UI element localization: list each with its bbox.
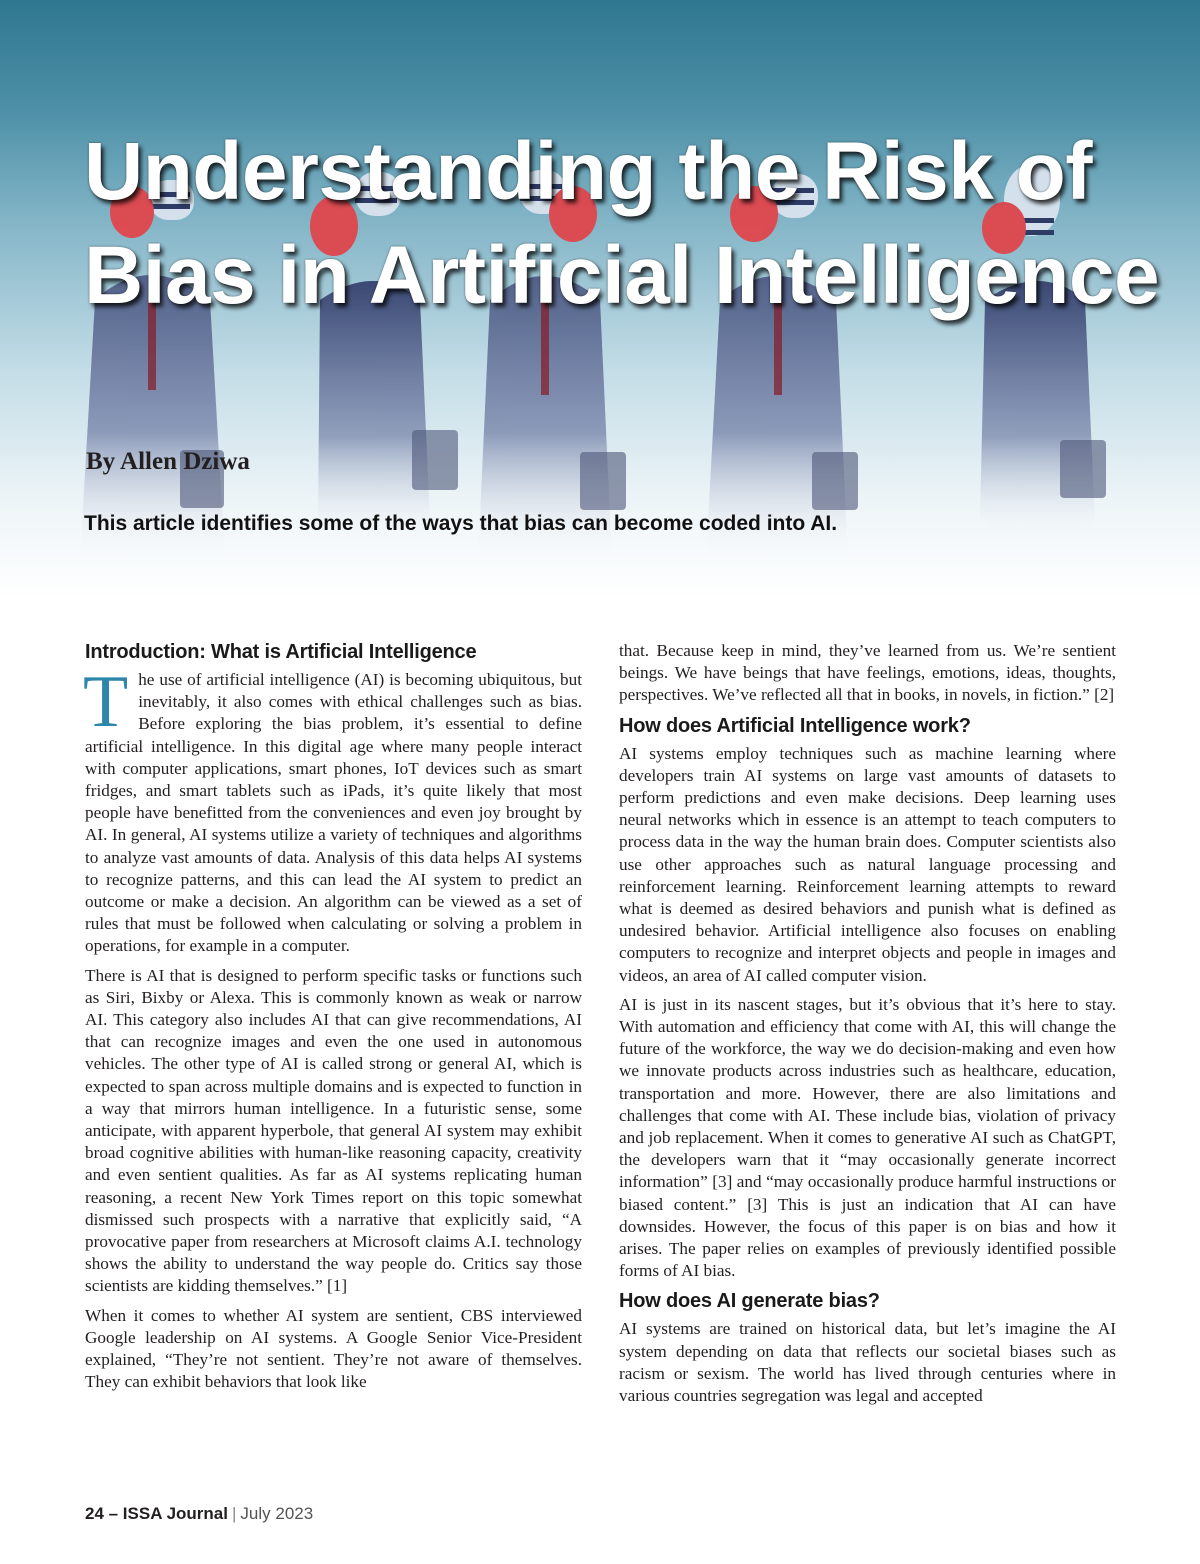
drop-cap: T <box>83 661 129 743</box>
paragraph-nascent-stages: AI is just in its nascent stages, but it’s obvious that it’s here to stay. With automation and efficiency that come with AI, this will change the future of the workforce, the way we do decision-making and even how we innovate products across industries such as healthcare, education, transportation and more. However, there are also limitations and challenges that come with AI. These include bias, violation of privacy and job replacement. When it comes to generative AI such as ChatGPT, the developers warn that it “may occasionally generate incorrect information” [3] and “may occasionally produce harmful instructions or biased content.” [3] This is just an indication that AI can have downsides. However, the focus of this paper is on bias and how it arises. The paper relies on examples of previously identified possible forms of AI bias. <box>619 994 1116 1281</box>
issue-date: July 2023 <box>240 1504 314 1523</box>
left-column <box>85 640 582 1401</box>
title-line-1: Understanding the Risk of <box>84 126 1093 217</box>
section-heading-how-ai-works: How does Artificial Intelligence work? <box>619 714 971 737</box>
page-number-journal: 24 – ISSA Journal <box>85 1504 228 1523</box>
hero-banner <box>0 0 1200 600</box>
footer-separator: | <box>231 1504 237 1523</box>
section-heading-how-ai-generates-bias: How does AI generate bias? <box>619 1290 880 1313</box>
paragraph-intro-text: he use of artificial intelligence (AI) is becoming ubiquitous, but inevitably, it also comes with ethical challenges such as bias. Before exploring the bias problem, it’s essential to define artificial intelligence. In this digital age where many people interact with computer applications, smart phones, IoT devices such as smart fridges, and smart tablets such as iPads, it’s quite likely that most people have benefitted from the conveniences and even joy brought by AI. In general, AI systems utilize a variety of techniques and algorithms to analyze vast amounts of data. Analysis of this data helps AI systems to recognize patterns, and this can lead the AI system to predict an outcome or make a decision. An algorithm can be viewed as a set of rules that must be followed when calculating or solving a problem in operations, for example in a computer. <box>85 670 582 956</box>
paragraph-ai-types: There is AI that is designed to perform specific tasks or functions such as Siri, Bixby or Alexa. This is commonly known as weak or narrow AI. This category also includes AI that can give recommendations, AI that can recognize images and even the one used in autonomous vehicles. The other type of AI is called strong or general AI, which is expected to span across multiple domains and is expected to function in a way that mirrors human intelligence. In a futuristic sense, some anticipate, with apparent hyperbole, that general AI system may exhibit broad cognitive abilities with human-like reasoning capacity, creativity and even sentient qualities. As far as AI systems replicating human reasoning, a recent New York Times report on this topic somewhat dismissed such prospects with a narrative that explicitly said, “A provocative paper from researchers at Microsoft claims A.I. technology shows the ability to understand the way people do. Critics say those scientists are kidding themselves.” [1] <box>85 965 582 1296</box>
paragraph-techniques: AI systems employ techniques such as machine learning where developers train AI systems on large vast amounts of datasets to perform predictions and even make decisions. Deep learning uses neural networks which in essence is an attempt to teach computers to process data in the way the human brain does. Computer scientists also use other approaches such as natural language processing and reinforcement learning. Reinforcement learning attempts to reward what is deemed as desired behaviors and punish what is defined as undesired behavior. Artificial intelligence also focuses on enabling computers to recognize and interpret objects and people in images and videos, an area of AI called computer vision. <box>619 743 1116 985</box>
author-byline: By Allen Dziwa <box>86 448 250 475</box>
paragraph-sentience: When it comes to whether AI system are sentient, CBS interviewed Google leadership on AI systems. A Google Senior Vice-President explained, “They’re not sentient. They’re not aware of themselves. They can exhibit behaviors that look like <box>85 1305 582 1392</box>
page-footer <box>85 1504 313 1524</box>
article-title <box>84 120 1164 328</box>
right-column <box>619 640 1116 1414</box>
paragraph-sentience-continued: that. Because keep in mind, they’ve learned from us. We’re sentient beings. We have beings that have feelings, emotions, ideas, thoughts, perspectives. We’ve reflected all that in books, in novels, in fiction.” [2] <box>619 641 1116 705</box>
paragraph-intro <box>83 661 582 958</box>
article-deck: This article identifies some of the ways that bias can become coded into AI. <box>84 512 838 535</box>
title-line-2: Bias in Artificial Intelligence <box>84 230 1160 321</box>
paragraph-historical-data: AI systems are trained on historical data, but let’s imagine the AI system depending on data that reflects our societal biases such as racism or sexism. The world has lived through centuries where in various countries segregation was legal and accepted <box>619 1319 1116 1406</box>
section-heading-introduction: Introduction: What is Artificial Intelligence <box>85 641 477 663</box>
